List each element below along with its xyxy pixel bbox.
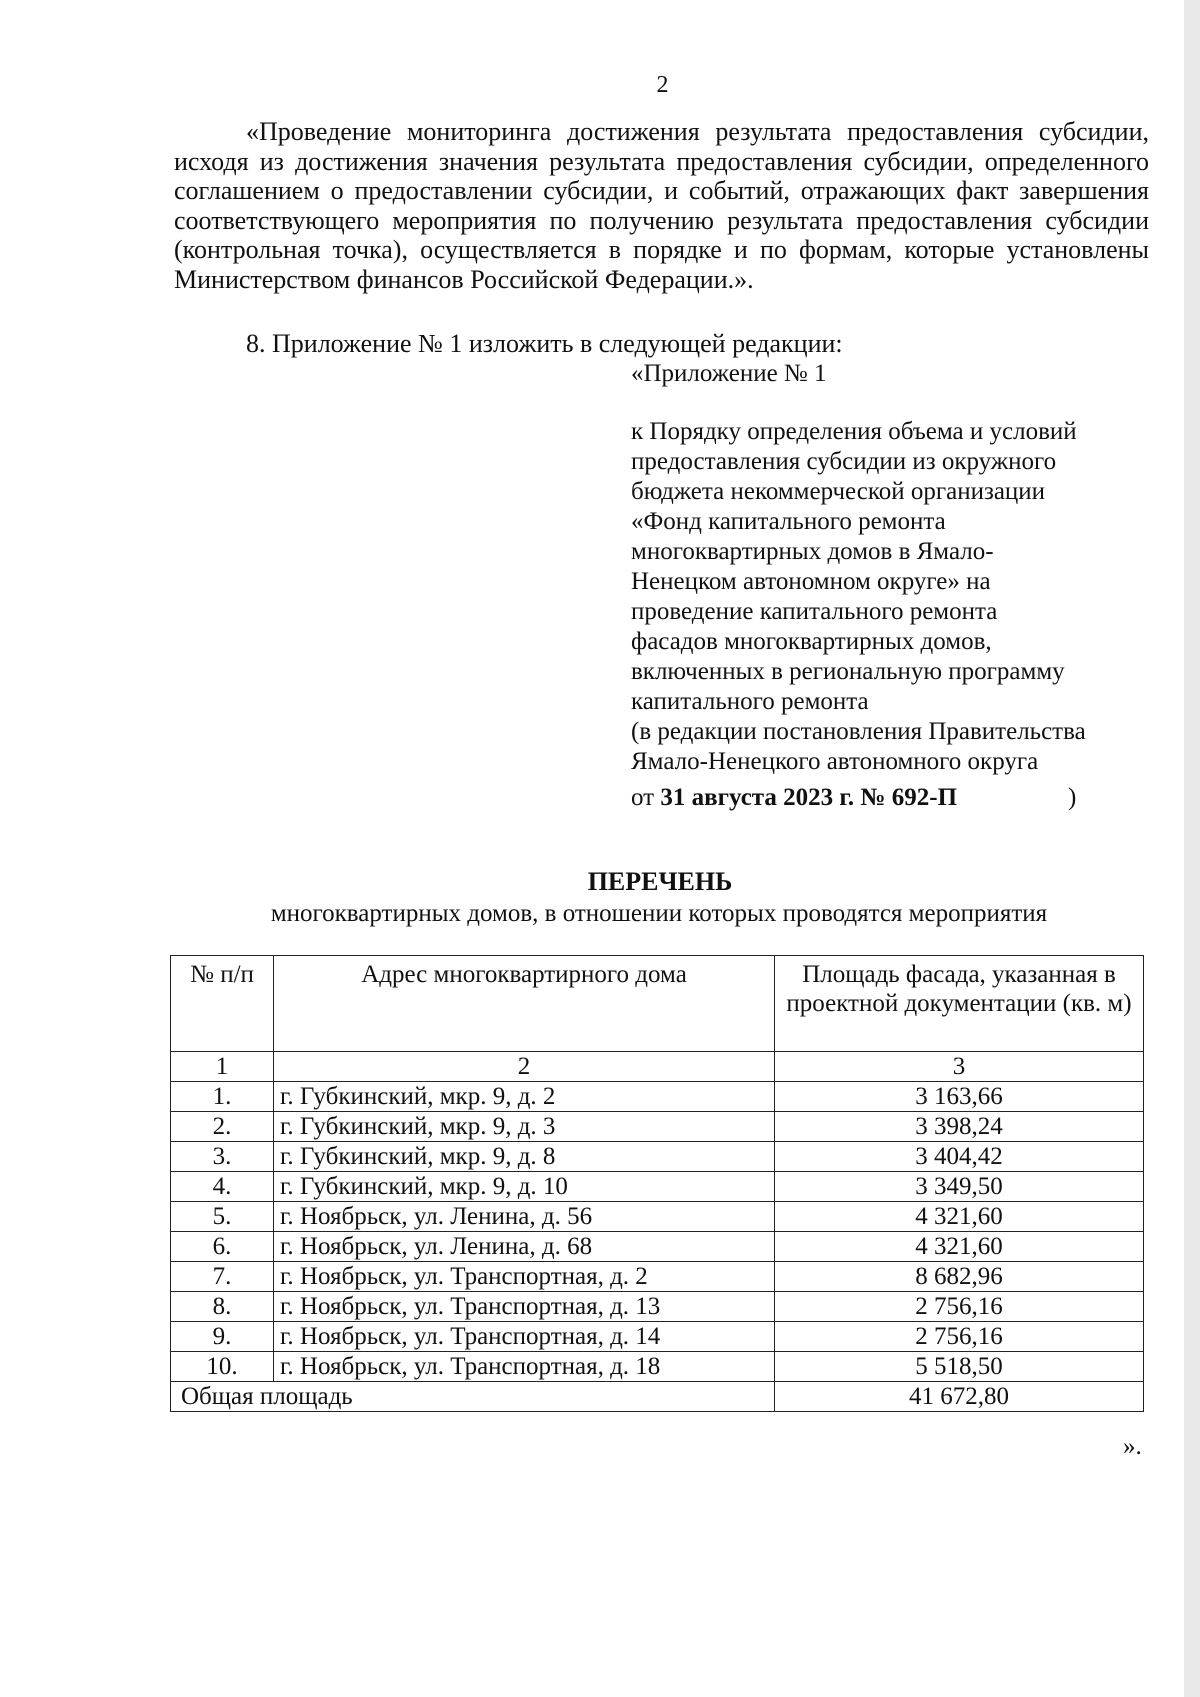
table-row [171, 1202, 1144, 1232]
table-row [171, 1292, 1144, 1322]
appendix-line: Ненецком автономном округе» на [631, 568, 991, 595]
row-number: 2. [171, 1112, 274, 1142]
col-number-2: 2 [274, 1052, 775, 1082]
row-area: 3 349,50 [775, 1172, 1144, 1202]
appendix-line: (в редакции постановления Правительства [631, 718, 1086, 745]
appendix-line: к Порядку определения объема и условий [631, 418, 1077, 445]
table-row [171, 1082, 1144, 1112]
row-address: г. Губкинский, мкр. 9, д. 3 [274, 1112, 775, 1142]
closing-quote: ». [1123, 1433, 1142, 1460]
list-subheading: многоквартирных домов, в отношении которых проводятся мероприятия [270, 900, 1048, 927]
row-number: 3. [171, 1142, 274, 1172]
appendix-line: «Фонд капитального ремонта [631, 508, 946, 535]
appendix-line: бюджета некоммерческой организации [631, 478, 1046, 505]
row-address: г. Ноябрьск, ул. Транспортная, д. 13 [274, 1292, 775, 1322]
appendix-line: проведение капитального ремонта [631, 598, 998, 625]
table-row [171, 1112, 1144, 1142]
total-row [171, 1382, 1144, 1412]
appendix-body [631, 417, 1171, 777]
row-number: 1. [171, 1082, 274, 1112]
appendix-line: многоквартирных домов в Ямало- [631, 538, 994, 565]
page-number: 2 [656, 72, 669, 98]
table-row [171, 1142, 1144, 1172]
table-row [171, 1172, 1144, 1202]
appendix-title: «Приложение № 1 [631, 360, 827, 387]
row-number: 6. [171, 1232, 274, 1262]
row-address: г. Губкинский, мкр. 9, д. 8 [274, 1142, 775, 1172]
appendix-line: капитального ремонта [631, 688, 869, 715]
page-edge [1184, 0, 1200, 1697]
appendix-line: Ямало-Ненецкого автономного округа [631, 748, 1039, 775]
row-number: 4. [171, 1172, 274, 1202]
col-number-3: 3 [775, 1052, 1144, 1082]
row-area: 2 756,16 [775, 1322, 1144, 1352]
total-label: Общая площадь [171, 1382, 775, 1412]
table-header-row [171, 956, 1144, 1052]
row-area: 5 518,50 [775, 1352, 1144, 1382]
appendix-line: включенных в региональную программу [631, 658, 1065, 685]
row-number: 5. [171, 1202, 274, 1232]
row-area: 4 321,60 [775, 1232, 1144, 1262]
col-number-1: 1 [171, 1052, 274, 1082]
row-number: 9. [171, 1322, 274, 1352]
header-address: Адрес многоквартирного дома [274, 956, 775, 1052]
resolution-date-line [631, 784, 1077, 812]
appendix-line: фасадов многоквартирных домов, [631, 628, 992, 655]
resolution-date: 31 августа 2023 г. № 692-П [660, 784, 958, 811]
row-number: 10. [171, 1352, 274, 1382]
row-area: 3 163,66 [775, 1082, 1144, 1112]
table-row [171, 1322, 1144, 1352]
row-address: г. Ноябрьск, ул. Ленина, д. 68 [274, 1232, 775, 1262]
date-prefix: от [631, 784, 655, 811]
row-address: г. Ноябрьск, ул. Транспортная, д. 18 [274, 1352, 775, 1382]
row-area: 3 404,42 [775, 1142, 1144, 1172]
item-8-paragraph: 8. Приложение № 1 изложить в следующей редакции: [246, 329, 843, 358]
header-number: № п/п [171, 956, 274, 1052]
table-row [171, 1232, 1144, 1262]
header-area: Площадь фасада, указанная в проектной документации (кв. м) [775, 956, 1144, 1052]
row-number: 8. [171, 1292, 274, 1322]
appendix-line: предоставления субсидии из окружного [631, 448, 1057, 475]
row-number: 7. [171, 1262, 274, 1292]
intro-paragraph: «Проведение мониторинга достижения результата предоставления субсидии, исходя из достижения значения результата предоставления субсидии, определенного соглашением о предоставлении субсидии, и событий, отражающих факт завершения соответствующего мероприятия по получению результата предоставления субсидии (контрольная точка), осуществляется в порядке и по формам, которые установлены Министерством финансов Российской Федерации.». [174, 117, 1149, 294]
row-area: 8 682,96 [775, 1262, 1144, 1292]
total-value: 41 672,80 [775, 1382, 1144, 1412]
row-area: 4 321,60 [775, 1202, 1144, 1232]
date-suffix: ) [1068, 784, 1077, 811]
row-address: г. Ноябрьск, ул. Ленина, д. 56 [274, 1202, 775, 1232]
list-heading: ПЕРЕЧЕНЬ [587, 867, 733, 896]
row-address: г. Губкинский, мкр. 9, д. 10 [274, 1172, 775, 1202]
row-address: г. Ноябрьск, ул. Транспортная, д. 2 [274, 1262, 775, 1292]
table-row [171, 1352, 1144, 1382]
buildings-table [170, 955, 1144, 1412]
row-area: 2 756,16 [775, 1292, 1144, 1322]
row-area: 3 398,24 [775, 1112, 1144, 1142]
row-address: г. Ноябрьск, ул. Транспортная, д. 14 [274, 1322, 775, 1352]
column-number-row [171, 1052, 1144, 1082]
table-row [171, 1262, 1144, 1292]
row-address: г. Губкинский, мкр. 9, д. 2 [274, 1082, 775, 1112]
